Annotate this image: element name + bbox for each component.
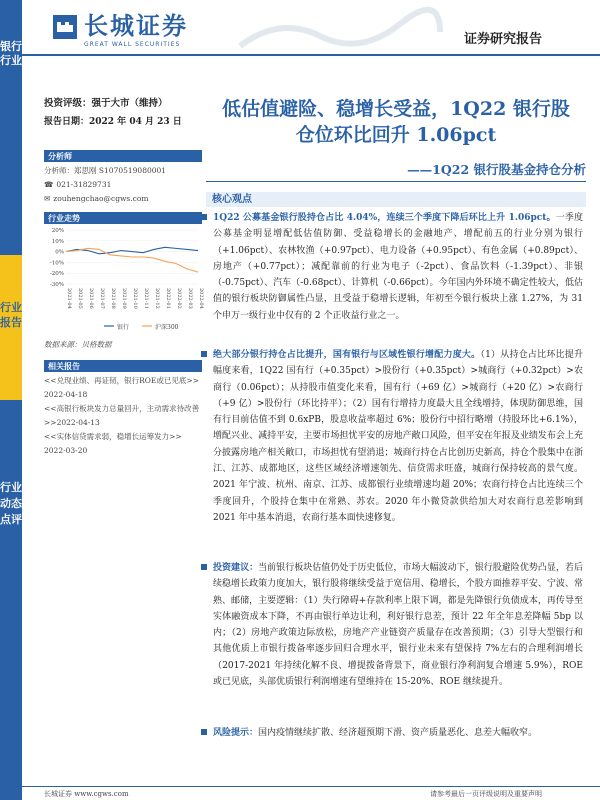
sidebar-top-label: 银行行业 — [0, 40, 22, 67]
page-title — [206, 96, 586, 148]
bullet-icon — [201, 564, 207, 570]
analyst-name: 分析师：郑思刚 S1070519080001 — [44, 166, 167, 175]
core-para-3 — [213, 560, 583, 690]
y-tick-label: 20% — [51, 228, 64, 234]
core-para-1 — [213, 210, 583, 324]
page-subtitle: ——1Q22 银行股基金持仓分析 — [407, 162, 586, 177]
legend-index: 沪深300 — [155, 324, 179, 331]
core-para-2-lead: 绝大部分银行持仓占比提升，国有银行与区域性银行增配力度大。 — [213, 350, 481, 360]
title-line-1: 低估值避险、稳增长受益，1Q22 银行股 — [222, 98, 570, 120]
y-tick-label: -30% — [49, 282, 64, 288]
y-tick-label: 0% — [55, 249, 64, 256]
title-line-2: 仓位环比回升 1.06pct — [295, 124, 497, 146]
logo-icon — [52, 14, 78, 40]
logo-en-text: GREAT WALL SECURITIES — [84, 41, 181, 48]
trend-source: 数据来源：贝格数据 — [44, 340, 112, 349]
core-para-3-body: 当前银行板块估值仍处于历史低位，市场大幅波动下，银行股避险优势凸显，若后续稳增长政策力度加大，银行股将继续受益于宽信用、稳增长，个股方面推荐平安、宁波、常熟、邮储，主要逻辑：（1）失行障碍+存款利率上限下调，都是先降银行负债成本，再传导至实体融资成本下降，不再由银行单边让利，利好银行息差，预计 22 年全年息差降幅 5bp 以内；（2）房地产政策边际放松，房地产产业链资产质量存在改善预期；（3）引导大型银行和其他优质上市银行拨备率逐步回归合理水平，银行业未来有望保持 7%左右的合理利润增长（2017-2021 年持续化解不良、增提拨备背景下，商业银行净利润复合增速 5.9%），ROE 或已见底，头部优质银行利润增速有望维持在 15-20%、ROE 继续提升。 — [213, 563, 583, 688]
sidebar-bottom-label: 行业动态点评 — [0, 481, 22, 526]
core-para-2 — [213, 347, 583, 526]
email-icon: ✉ — [44, 194, 51, 203]
related-item[interactable]: <<高银行板块发力总量回升，主动需求待改善>>2022-04-13 — [44, 404, 200, 427]
related-date: 2022-03-20 — [44, 446, 88, 455]
bullet-icon — [201, 351, 207, 357]
title-divider — [206, 181, 586, 182]
x-tick-label: 2022-04 — [198, 288, 204, 309]
analyst-email[interactable]: zouhengchao@cgws.com — [53, 194, 149, 203]
x-tick-label: 2021-05 — [77, 288, 83, 309]
great-wall-watermark — [240, 6, 440, 50]
logo — [52, 6, 188, 48]
core-para-2-body: （1）从持仓占比环比提升幅度来看，1Q22 国有行（+0.35pct）>股份行（+0.35pct）>城商行（+0.32pct）>农商行（0.06pct）；从持股市值变化来看，国有行（+69 亿）>城商行（+20 亿）>农商行（+9 亿）>股份行（环比持平）；（2）国有行增持力度最大且全线增持，体现防御思维，国有行目前估值不到 0.6xPB，股息收益率超过 6%；股份行中招行略增（持股环比+6.1%），增配兴业、减持平安，主要市场担忧平安的房地产敞口风险，但平安在年报及业绩发布会上充分披露房地产相关敞口，市场担忧有望消退；城商行持仓占比创历史新高，持仓个股集中在浙江、江苏、成都地区，这些区域经济增速领先、信贷需求旺盛，城商行保持较高的景气度。2021 年宁波、杭州、南京、江苏、成都银行业绩增速均超 20%；农商行持仓占比连续三个季度回升，个股持仓集中在常熟、苏农。2020 年小微贷款供给加大对农商行息差影响到 2021 年中基本消退，农商行基本面快速修复。 — [213, 350, 583, 523]
x-tick-label: 2021-08 — [110, 288, 116, 309]
y-tick-label: 10% — [51, 238, 64, 245]
x-tick-label: 2021-09 — [121, 288, 127, 309]
core-para-4-body: 国内疫情继续扩散、经济超预期下滑、资产质量恶化、息差大幅收窄。 — [258, 728, 538, 738]
core-head: 核心观点 — [206, 192, 586, 207]
header-rule — [22, 54, 600, 56]
sidebar-mid-label: 行业报告 — [0, 301, 22, 329]
y-tick-label: -20% — [49, 271, 64, 278]
phone-icon: ☎ — [44, 180, 54, 189]
x-tick-label: 2021-06 — [88, 288, 94, 309]
bullet-icon — [201, 729, 207, 735]
core-para-1-body: 一季度公募基金明显增配低估值防御、受益稳增长的金融地产、增配前五的行业分别为银行（+1.06pct）、农林牧渔（+0.97pct）、电力设备（+0.95pct）、有色金属（+0.89pct）、房地产（+0.77pct）；减配靠前的行业为电子（-2pct）、食品饮料（-1.39pct）、非银（-0.75pct）、汽车（-0.68pct）、计算机（-0.66pct）。今年国内外环境不确定性较大，低估值的银行板块防御属性凸显，且受益于稳增长逻辑，年初至今银行板块上涨 1.27%，为 31 个申万一级行业中仅有的 2 个正收益行业之一。 — [213, 213, 583, 321]
analyst-head: 分析师 — [44, 150, 202, 162]
analyst-phone: 021-31829731 — [56, 180, 112, 189]
legend-bank: 银行 — [117, 324, 130, 331]
x-tick-label: 2021-07 — [99, 288, 105, 309]
x-tick-label: 2022-01 — [165, 288, 171, 309]
x-tick-label: 2022-03 — [187, 288, 193, 309]
footer-disclaimer: 请参考最后一页评级说明及重要声明 — [430, 790, 542, 798]
related-head: 相关报告 — [44, 360, 202, 372]
bullet-icon — [201, 214, 207, 220]
related-item[interactable]: <<实体信贷需求弱，稳增长运筹发力>> — [44, 432, 182, 441]
report-type: 证券研究报告 — [464, 32, 543, 47]
x-tick-label: 2021-04 — [66, 288, 72, 309]
related-date: 2022-04-18 — [44, 390, 88, 399]
core-para-4-lead: 风险提示： — [213, 728, 259, 738]
analyst-block — [44, 164, 202, 206]
core-para-1-lead: 1Q22 公募基金银行股持仓占比 4.04%，连续三个季度下降后环比上升 1.06pct。 — [213, 213, 556, 223]
y-tick-label: -10% — [49, 260, 64, 267]
report-date: 报告日期：2022 年 04 月 23 日 — [44, 117, 182, 127]
x-tick-label: 2021-11 — [143, 288, 149, 309]
x-tick-label: 2021-10 — [132, 288, 138, 309]
related-list — [44, 374, 202, 458]
x-tick-label: 2022-02 — [176, 288, 182, 309]
trend-chart — [44, 226, 202, 334]
related-item[interactable]: <<兑现业绩、再证韧，银行ROE或已见底>> — [44, 376, 199, 385]
footer-rule — [22, 786, 600, 787]
x-tick-label: 2021-12 — [154, 288, 160, 309]
rating: 投资评级：强于大市（维持） — [44, 98, 168, 109]
left-band — [0, 0, 22, 800]
footer-url[interactable]: 长城证券 www.cgws.com — [44, 790, 129, 798]
trend-head: 行业走势 — [44, 212, 202, 224]
core-para-4 — [213, 725, 583, 741]
logo-text: 长城证券 — [84, 11, 188, 40]
core-para-3-lead: 投资建议： — [213, 563, 259, 573]
